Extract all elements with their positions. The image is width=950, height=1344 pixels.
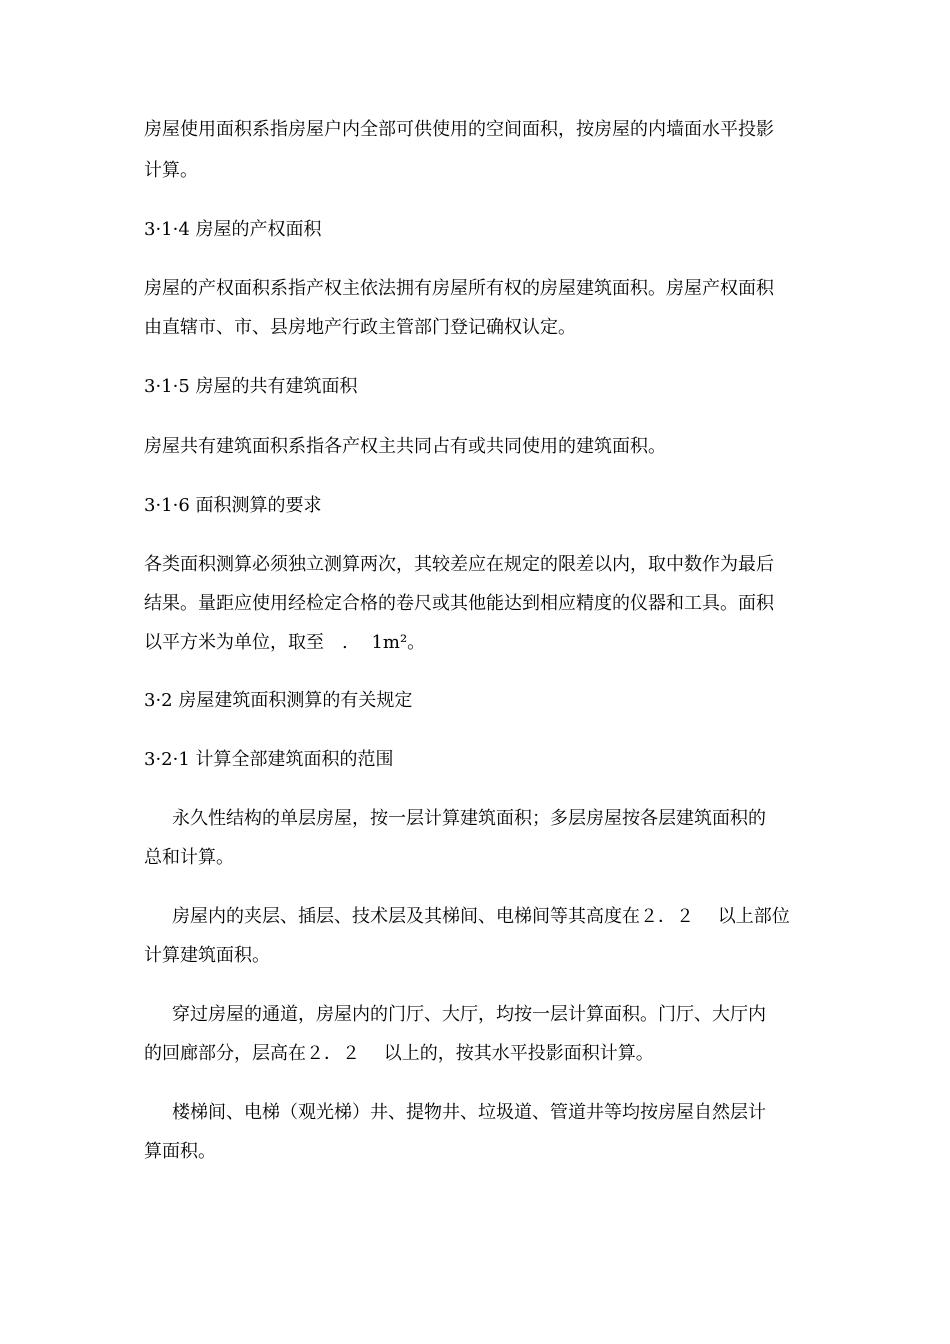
paragraph-line: 计算。: [144, 160, 198, 181]
paragraph-line: 总和计算。: [144, 847, 234, 868]
paragraph-line: 计算建筑面积。: [144, 945, 270, 966]
paragraph-line: 穿过房屋的通道，房屋内的门厅、大厅，均按一层计算面积。门厅、大厅内: [172, 1004, 766, 1025]
section-heading: 3·2 房屋建筑面积测算的有关规定: [144, 690, 413, 711]
paragraph-line: 房屋共有建筑面积系指各产权主共同占有或共同使用的建筑面积。: [144, 436, 666, 457]
section-heading: 3·1·5 房屋的共有建筑面积: [144, 376, 358, 397]
paragraph-line: 楼梯间、电梯（观光梯）井、提物井、垃圾道、管道井等均按房屋自然层计: [172, 1102, 766, 1123]
paragraph-line: 各类面积测算必须独立测算两次，其较差应在规定的限差以内，取中数作为最后: [144, 554, 774, 575]
paragraph-line: 的回廊部分，层高在２．２ 以上的，按其水平投影面积计算。: [144, 1043, 654, 1064]
paragraph-line: 房屋内的夹层、插层、技术层及其梯间、电梯间等其高度在２．２ 以上部位: [172, 906, 790, 927]
section-heading: 3·2·1 计算全部建筑面积的范围: [144, 749, 394, 770]
paragraph-line: 房屋使用面积系指房屋户内全部可供使用的空间面积，按房屋的内墙面水平投影: [144, 119, 774, 140]
paragraph-line: 由直辖市、市、县房地产行政主管部门登记确权认定。: [144, 317, 576, 338]
paragraph-line: 以平方米为单位，取至 . 1m²。: [144, 632, 426, 653]
paragraph-line: 永久性结构的单层房屋，按一层计算建筑面积；多层房屋按各层建筑面积的: [172, 808, 766, 829]
paragraph-line: 房屋的产权面积系指产权主依法拥有房屋所有权的房屋建筑面积。房屋产权面积: [144, 278, 774, 299]
section-heading: 3·1·4 房屋的产权面积: [144, 219, 322, 240]
paragraph-line: 结果。量距应使用经检定合格的卷尺或其他能达到相应精度的仪器和工具。面积: [144, 593, 774, 614]
paragraph-line: 算面积。: [144, 1141, 216, 1162]
section-heading: 3·1·6 面积测算的要求: [144, 495, 322, 516]
